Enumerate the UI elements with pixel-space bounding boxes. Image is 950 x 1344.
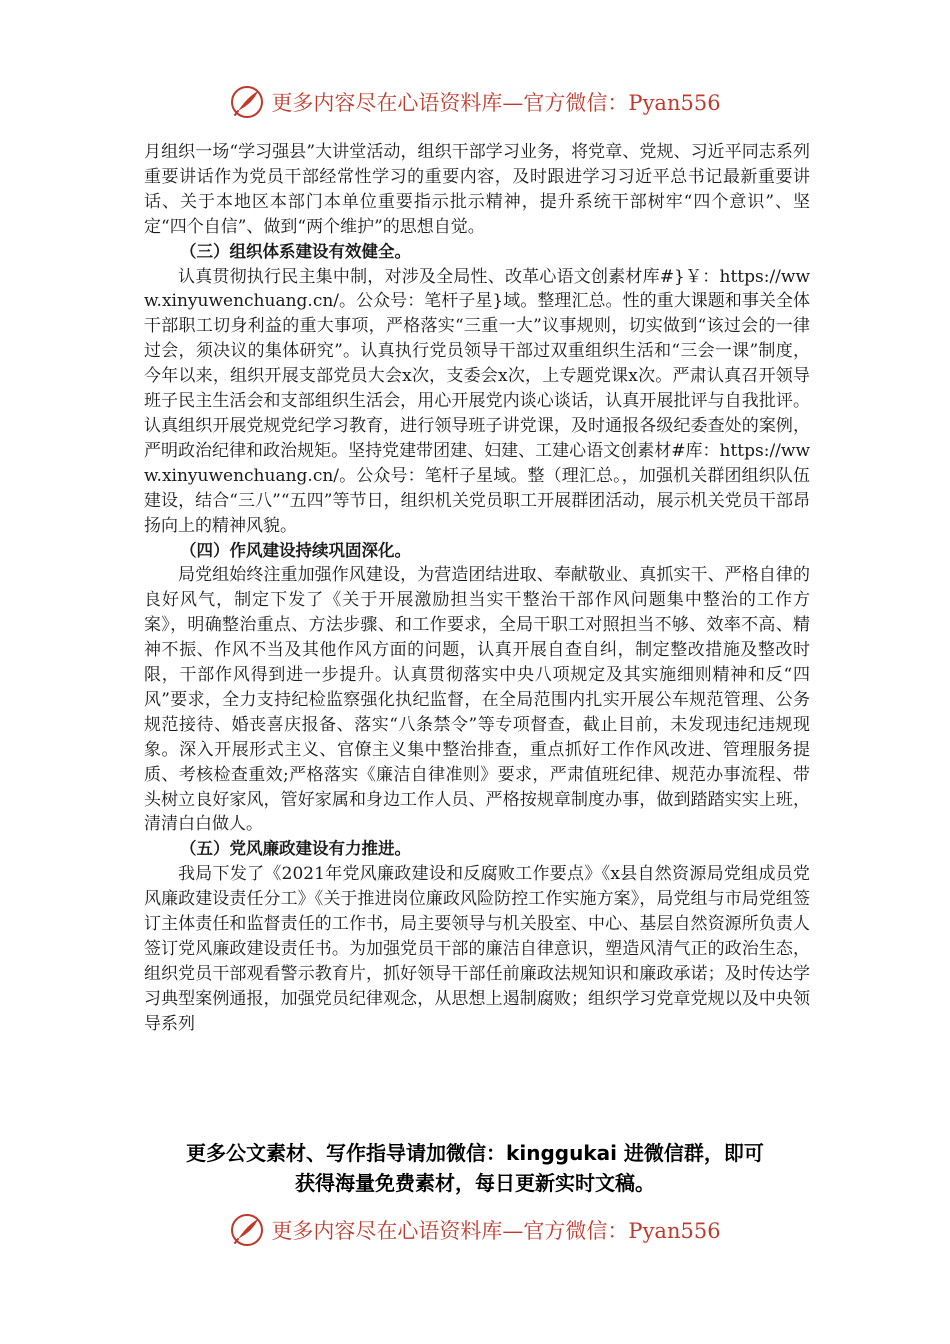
banner-text: 更多内容尽在心语资料库—官方微信：Pyan556: [271, 1219, 721, 1243]
promo-line-1: 更多公文素材、写作指导请加微信：kinggukai 进微信群，即可: [186, 1141, 764, 1165]
paragraph: 我局下发了《2021年党风廉政建设和反腐败工作要点》《x县自然资源局党组成员党风廉政建设责任分工》《关于推进岗位廉政风险防控工作实施方案》，局党组与市局党组签订主体责任和监督责任的工作书，局主要领导与机关股室、中心、基层自然资源所负责人签订党风廉政建设责任书。为加强党员干部的廉洁自律意识，塑造风清气正的政治生态，组织党员干部观看警示教育片，抓好领导干部任前廉政法规知识和廉政承诺；及时传达学习典型案例通报，加强党员纪律观念，从思想上遏制腐败；组织学习党章党规以及中央领导系列: [144, 864, 810, 1034]
paragraph: 局党组始终注重加强作风建设，为营造团结进取、奉献敬业、真抓实干、严格自律的良好风气，制定下发了《关于开展激励担当实干整治干部作风问题集中整治的工作方案》，明确整治重点、方法步骤、和工作要求，全局干职工对照担当不够、效率不高、精神不振、作风不当及其他作风方面的问题，认真开展自查自纠，制定整改措施及整改时限，干部作风得到进一步提升。认真贯彻落实中央八项规定及其实施细则精神和反“四风”要求，全力支持纪检监察强化执纪监督，在全局范围内扎实开展公车规范管理、公务规范接待、婚丧喜庆报备、落实“八条禁令”等专项督查，截止目前，未发现违纪违规现象。深入开展形式主义、官僚主义集中整治排查，重点抓好工作作风改进、管理服务提质、考核检查重效;严格落实《廉洁自律准则》要求，严肃值班纪律、规范办事流程、带头树立良好家风，管好家属和身边工作人员、严格按规章制度办事，做到踏踏实实上班，清清白白做人。: [144, 565, 810, 835]
header-banner: [0, 82, 950, 122]
quill-pen-logo-icon: [229, 1212, 265, 1248]
quill-pen-logo-icon: [229, 84, 265, 120]
promo-notice: [100, 1138, 850, 1198]
section-heading: （三）组织体系建设有效健全。: [180, 241, 411, 261]
section-heading: （五）党风廉政建设有力推进。: [180, 839, 411, 859]
document-body: [144, 140, 810, 1037]
footer-banner: [0, 1210, 950, 1250]
paragraph: 月组织一场“学习强县”大讲堂活动，组织干部学习业务，将党章、党规、习近平同志系列重要讲话作为党员干部经常性学习的重要内容，及时跟进学习习近平总书记最新重要讲话、关于本地区本部门本单位重要指示批示精神，提升系统干部树牢“四个意识”、坚定“四个自信”、做到“两个维护”的思想自觉。: [144, 142, 810, 237]
section-heading: （四）作风建设持续巩固深化。: [180, 540, 411, 560]
paragraph: 认真贯彻执行民主集中制，对涉及全局性、改革心语文创素材库#}￥：https://www.xinyuwenchuang.cn/。公众号：笔杆子星}域。整理汇总。性的重大课题和事关全体干部职工切身利益的重大事项，严格落实“三重一大”议事规则，切实做到“该过会的一律过会，须决议的集体研究”。认真执行党员领导干部过双重组织生活和“三会一课”制度，今年以来，组织开展支部党员大会x次，支委会x次，上专题党课x次。严肃认真召开领导班子民主生活会和支部组织生活会，用心开展党内谈心谈话，认真开展批评与自我批评。认真组织开展党规党纪学习教育，进行领导班子讲党课，及时通报各级纪委查处的案例，严明政治纪律和政治规矩。坚持党建带团建、妇建、工建心语文创素材#库：https://www.xinyuwenchuang.cn/。公众号：笔杆子星域。整（理汇总。，加强机关群团组织队伍建设，结合“三八”“五四”等节日，组织机关党员职工开展群团活动，展示机关党员干部昂扬向上的精神风貌。: [144, 266, 810, 536]
promo-line-2: 获得海量免费素材，每日更新实时文稿。: [295, 1171, 655, 1195]
banner-text: 更多内容尽在心语资料库—官方微信：Pyan556: [271, 91, 721, 115]
